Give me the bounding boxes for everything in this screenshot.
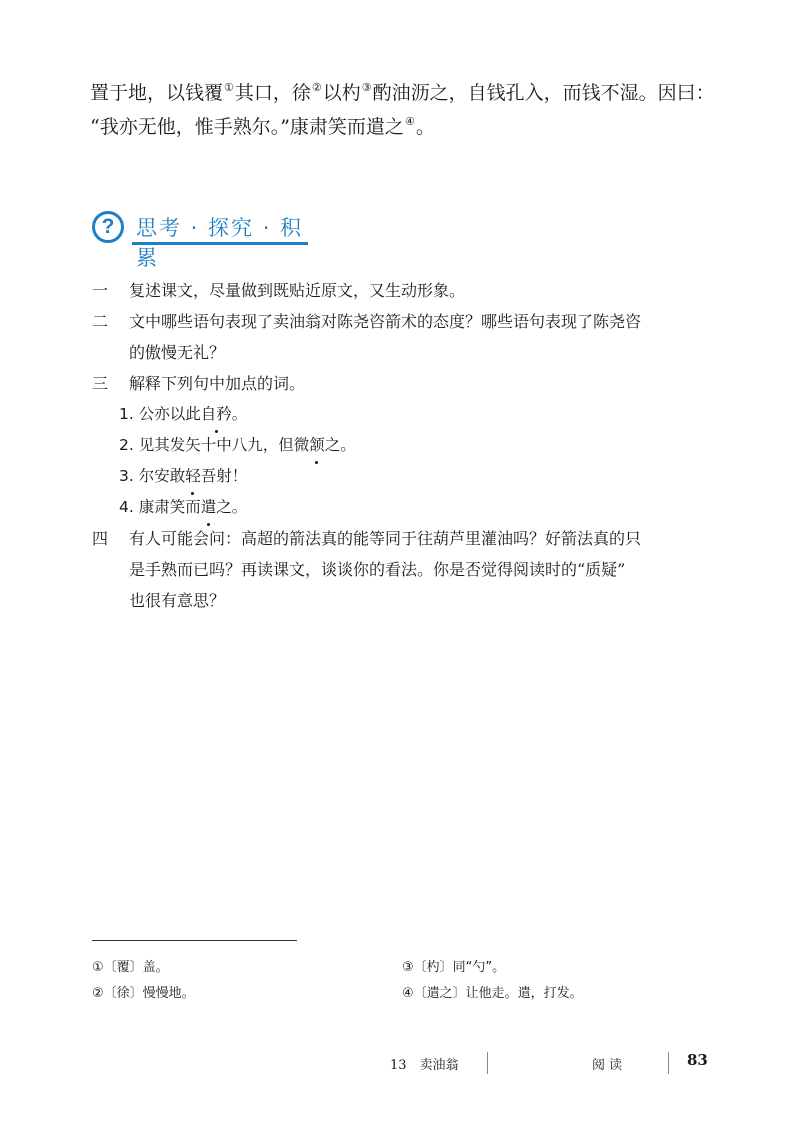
footnote-ref-4[interactable]: ④: [404, 115, 415, 128]
question-3: [92, 368, 712, 399]
passage-seg: 置于地，以钱覆: [90, 82, 224, 104]
question-2: [92, 306, 712, 368]
footnote-4: ④〔遣之〕让他走。遣，打发。: [402, 986, 583, 1001]
question-text: 的傲慢无礼？: [129, 343, 226, 362]
question-text: 复述课文，尽量做到既贴近原文，又生动形象。: [129, 281, 466, 300]
footer-divider: [668, 1052, 669, 1074]
passage-seg: “我亦无他，惟手熟尔。”康肃笑而遣之: [90, 116, 404, 138]
section-header: [92, 208, 322, 270]
dotted-word: 遣: [201, 492, 217, 523]
question-number: 二: [92, 312, 109, 331]
dotted-word: 自矜: [201, 399, 232, 430]
footnote-2: ②〔徐〕慢慢地。: [92, 986, 195, 1001]
passage: [90, 76, 730, 144]
passage-seg: 其口，徐: [234, 82, 311, 104]
section-underline: [132, 242, 308, 245]
sub-text: 2. 见其发矢十中八九，但微: [119, 436, 310, 454]
footnote-ref-3[interactable]: ③: [361, 81, 372, 94]
question-number: 四: [92, 529, 109, 548]
sub-item-3: [119, 461, 712, 492]
question-4: [92, 523, 712, 616]
sub-text: 1. 公亦以此: [119, 405, 201, 423]
dotted-word: 轻: [185, 461, 201, 492]
question-1: [92, 275, 712, 306]
footnote-ref-2[interactable]: ②: [311, 81, 322, 94]
sub-text: 4. 康肃笑而: [119, 498, 201, 516]
passage-seg: 酌油沥之，自钱孔入，而钱不湿。因曰：: [372, 82, 715, 104]
question-text: 也很有意思？: [129, 591, 226, 610]
footnote-3: ③〔杓〕同“勺”。: [402, 960, 506, 975]
question-text: 文中哪些语句表现了卖油翁对陈尧咨箭术的态度？哪些语句表现了陈尧咨: [129, 312, 642, 331]
question-text: 有人可能会问：高超的箭法真的能等同于往葫芦里灌油吗？好箭法真的只: [129, 529, 642, 548]
footnotes: [92, 955, 712, 1007]
question-mark-icon: ?: [92, 211, 124, 243]
passage-line-2: [90, 110, 730, 144]
sub-item-2: [119, 430, 712, 461]
sub-text: 吾射！: [200, 467, 248, 485]
question-text: 解释下列句中加点的词。: [129, 374, 306, 393]
passage-line-1: [90, 76, 730, 110]
passage-seg: 。: [415, 116, 435, 138]
sub-text: 之。: [324, 436, 356, 454]
footer-divider: [487, 1052, 488, 1074]
footnote-ref-1[interactable]: ①: [224, 81, 234, 94]
sub-text: 。: [231, 405, 248, 423]
footer-lesson: 13 卖油翁: [390, 1058, 459, 1073]
footer-section: 阅读: [592, 1058, 627, 1073]
sub-item-1: [119, 399, 712, 430]
page-number: 83: [687, 1051, 708, 1069]
footnote-1: ①〔覆〕盖。: [92, 960, 169, 975]
question-number: 一: [92, 281, 109, 300]
question-text: 是手熟而已吗？再读课文，谈谈你的看法。你是否觉得阅读时的“质疑”: [129, 560, 626, 579]
passage-seg: 以杓: [322, 82, 361, 104]
sub-text: 之。: [216, 498, 248, 516]
page-footer: [390, 1050, 720, 1078]
question-number: 三: [92, 374, 109, 393]
sub-text: 3. 尔安敢: [119, 467, 186, 485]
dotted-word: 颔: [309, 430, 325, 461]
section-title: 思考 · 探究 · 积累: [136, 216, 304, 270]
question-list: [92, 275, 712, 616]
sub-item-list: [92, 399, 712, 523]
sub-item-4: [119, 492, 712, 523]
footnote-divider: [92, 940, 297, 941]
